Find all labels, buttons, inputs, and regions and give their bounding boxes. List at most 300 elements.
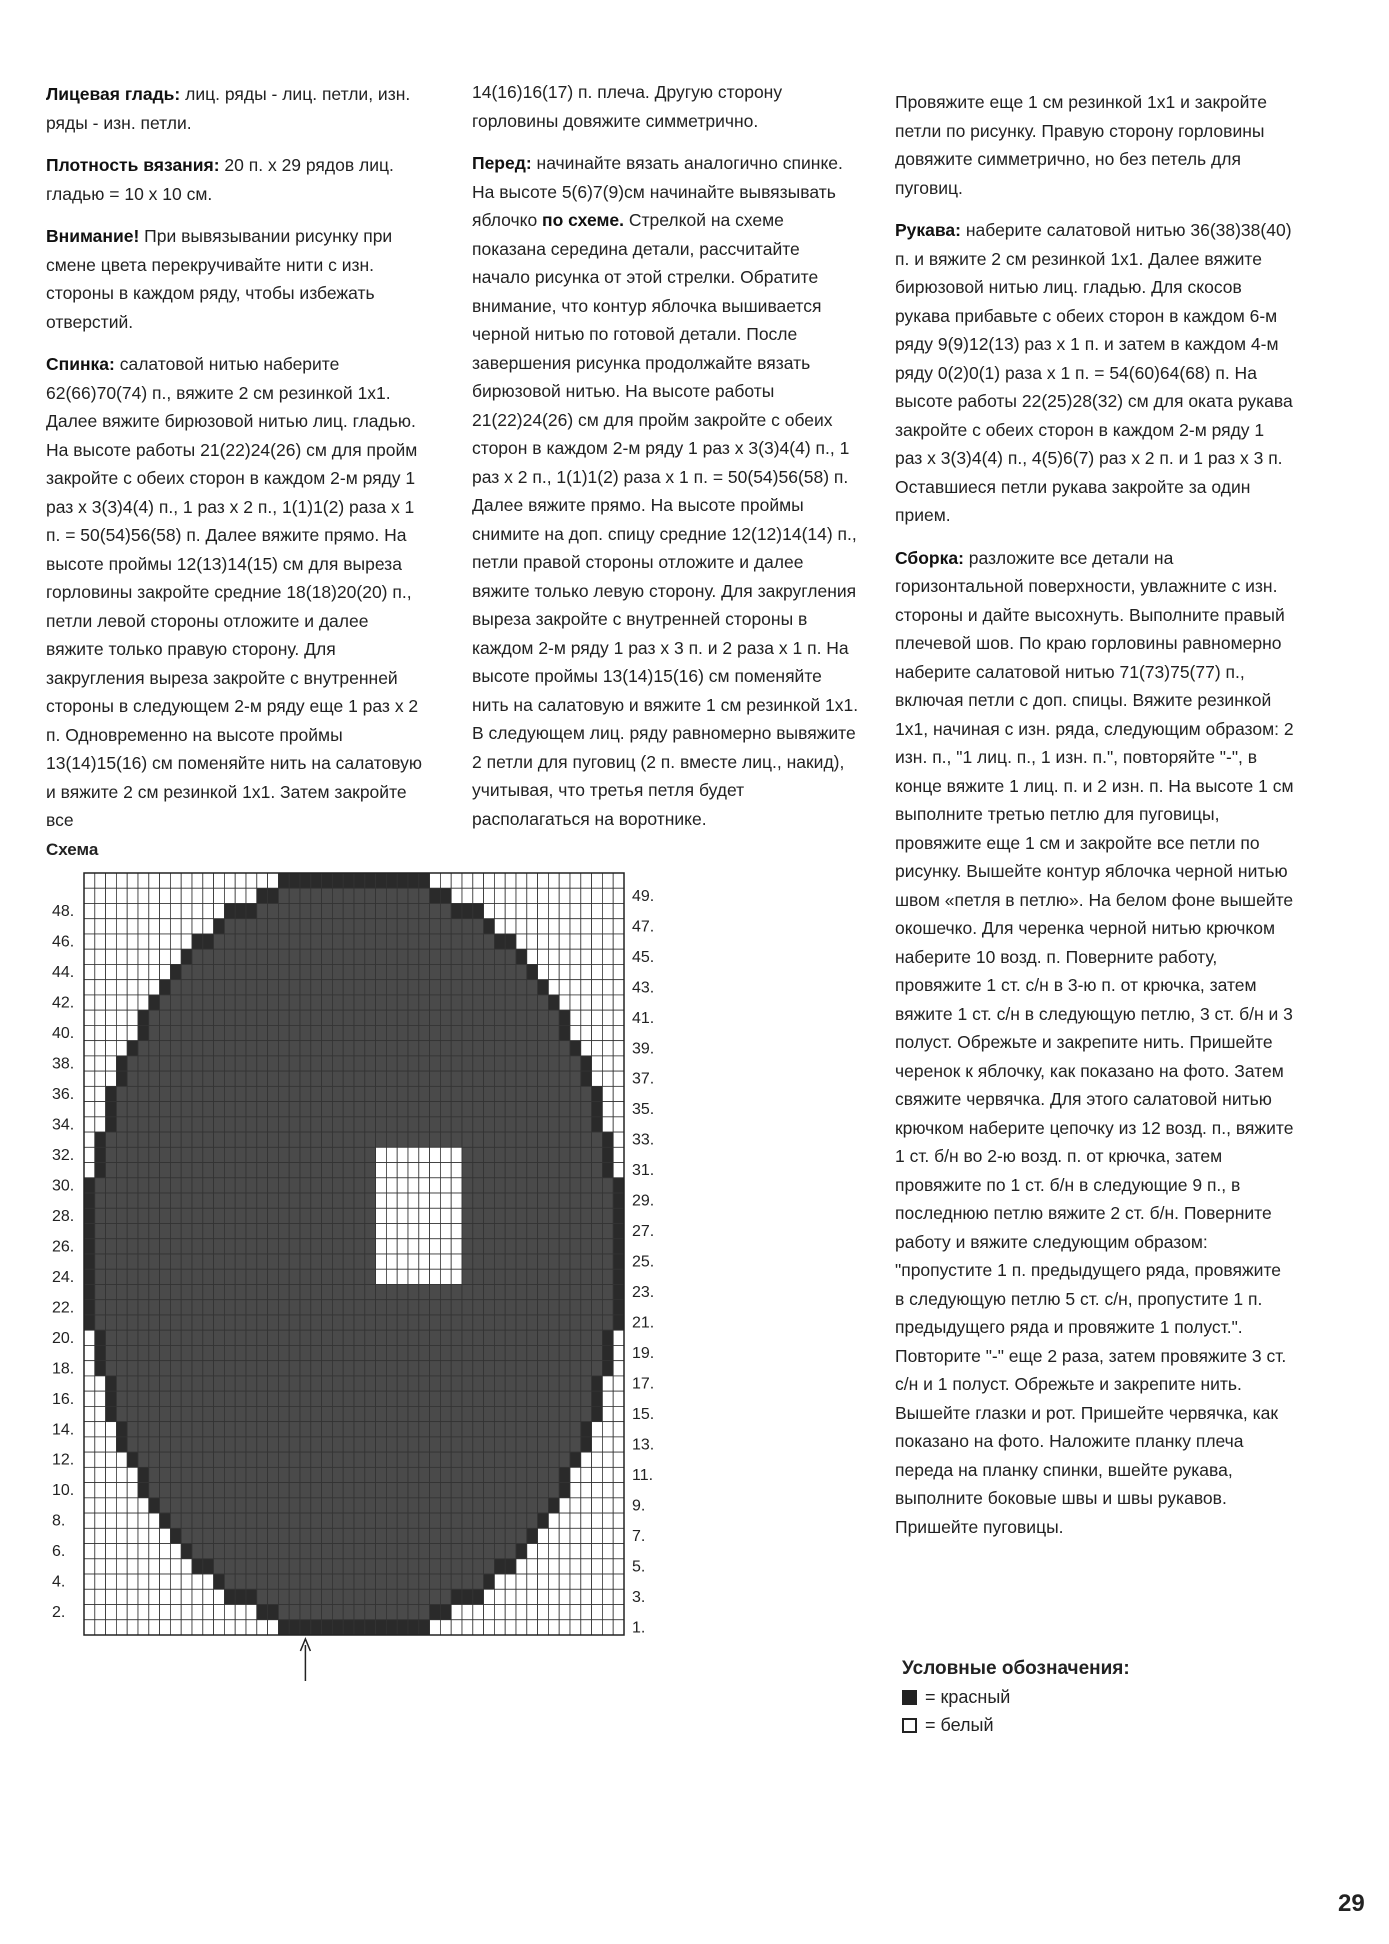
chart-cell [149,1147,160,1162]
chart-cell [354,1284,365,1299]
chart-cell [322,995,333,1010]
chart-cell [462,1117,473,1132]
chart-cell [527,1528,538,1543]
chart-cell [408,1025,419,1040]
chart-cell [160,1071,171,1086]
chart-cell [278,1086,289,1101]
chart-cell [203,1544,214,1559]
chart-cell [494,1041,505,1056]
chart-cell [311,1620,322,1635]
chart-cell [246,1056,257,1071]
chart-cell [311,1224,322,1239]
chart-cell [516,1239,527,1254]
chart-cell [570,1239,581,1254]
chart-cell [397,1178,408,1193]
chart-cell [462,1528,473,1543]
chart-cell [527,1163,538,1178]
chart-cell [613,1086,624,1101]
chart-cell [494,1498,505,1513]
chart-cell [257,1300,268,1315]
chart-cell [127,919,138,934]
chart-cell [581,1513,592,1528]
chart-cell [343,888,354,903]
chart-cell [505,919,516,934]
chart-cell [322,1528,333,1543]
chart-cell [127,1300,138,1315]
chart-cell [311,1513,322,1528]
chart-cell [538,1452,549,1467]
chart-cell [440,1056,451,1071]
chart-cell [397,1025,408,1040]
chart-cell [246,1559,257,1574]
chart-cell [311,1208,322,1223]
chart-cell [451,1513,462,1528]
chart-cell [311,1437,322,1452]
chart-cell [278,1467,289,1482]
chart-cell [235,919,246,934]
chart-cell [181,1345,192,1360]
chart-cell [505,1330,516,1345]
chart-cell [170,1163,181,1178]
chart-cell [365,1163,376,1178]
chart-cell [95,1025,106,1040]
chart-cell [397,1406,408,1421]
chart-cell [149,1132,160,1147]
chart-cell [106,1406,117,1421]
chart-cell [592,1437,603,1452]
chart-cell [127,1163,138,1178]
chart-cell [538,1345,549,1360]
chart-cell [224,1422,235,1437]
chart-cell [84,934,95,949]
chart-cell [592,1254,603,1269]
chart-cell [311,873,322,888]
chart-cell [386,1559,397,1574]
chart-cell [365,1467,376,1482]
chart-cell [203,1086,214,1101]
chart-cell [322,1467,333,1482]
chart-cell [462,1041,473,1056]
chart-cell [570,1269,581,1284]
chart-cell [246,873,257,888]
chart-cell [289,1498,300,1513]
chart-cell [322,1345,333,1360]
chart-cell [192,1452,203,1467]
chart-cell [473,873,484,888]
chart-cell [548,1406,559,1421]
chart-cell [484,1147,495,1162]
chart-cell [192,873,203,888]
chart-cell [462,873,473,888]
chart-cell [181,980,192,995]
chart-cell [548,1452,559,1467]
chart-cell [246,1071,257,1086]
chart-cell [484,995,495,1010]
chart-cell [354,1178,365,1193]
chart-cell [181,1224,192,1239]
chart-cell [408,1224,419,1239]
chart-cell [408,1163,419,1178]
paragraph-sleeves: Рукава: наберите салатовой нитью 36(38)38(40) п. и вяжите 2 см резинкой 1х1. Далее вяжите бирюзовой нитью лиц. гладью. Для скосов рукава прибавьте с обеих сторон в каждом 6-м ряду 9(9)12(13) раз х 1 п. и затем в каждом 4-м ряду 0(2)0(1) раза х 1 п. = 54(60)64(68) п. На высоте работы 22(25)28(32) см для оката рукава закройте с обеих сторон в каждом 2-м ряду 1 раз х 3(3)4(4) п., 4(5)6(7) раз х 2 п. и 1 раз х 3 п. Оставшиеся петли рукава закройте за один прием. [895,220,1293,525]
chart-cell [289,1086,300,1101]
chart-cell [257,1025,268,1040]
chart-cell [192,1239,203,1254]
chart-cell [581,1345,592,1360]
chart-cell [473,995,484,1010]
chart-cell [246,1361,257,1376]
chart-cell [548,1239,559,1254]
chart-cell [386,1163,397,1178]
chart-cell [257,1605,268,1620]
chart-cell [505,1269,516,1284]
chart-cell [343,1041,354,1056]
chart-cell [451,919,462,934]
chart-cell [106,888,117,903]
chart-cell [192,903,203,918]
chart-cell [311,1422,322,1437]
chart-cell [235,1437,246,1452]
chart-cell [386,964,397,979]
chart-cell [268,1452,279,1467]
chart-cell [257,1193,268,1208]
chart-cell [289,964,300,979]
chart-cell [559,1147,570,1162]
chart-cell [602,1254,613,1269]
chart-cell [602,980,613,995]
chart-cell [268,1163,279,1178]
chart-cell [602,1361,613,1376]
chart-cell [116,1056,127,1071]
chart-cell [224,1269,235,1284]
chart-cell [462,1102,473,1117]
chart-cell [559,903,570,918]
chart-cell [494,1315,505,1330]
chart-cell [138,1406,149,1421]
chart-cell [300,919,311,934]
chart-cell [84,1102,95,1117]
chart-cell [127,1269,138,1284]
chart-cell [149,888,160,903]
chart-cell [527,1117,538,1132]
chart-cell [332,1193,343,1208]
chart-cell [127,1071,138,1086]
chart-cell [106,1010,117,1025]
chart-cell [473,1605,484,1620]
chart-cell [192,1254,203,1269]
chart-cell [592,1376,603,1391]
chart-cell [332,1528,343,1543]
chart-cell [138,1284,149,1299]
chart-cell [494,1376,505,1391]
chart-cell [473,1117,484,1132]
chart-cell [592,1010,603,1025]
chart-cell [581,1330,592,1345]
chart-cell [192,1544,203,1559]
chart-cell [192,949,203,964]
chart-cell [106,1208,117,1223]
chart-cell [376,1300,387,1315]
chart-cell [170,1345,181,1360]
chart-cell [376,1193,387,1208]
chart-cell [235,1254,246,1269]
chart-cell [505,1605,516,1620]
chart-cell [484,1163,495,1178]
row-label-right: 9. [632,1497,646,1515]
chart-cell [527,1102,538,1117]
chart-cell [354,1437,365,1452]
chart-cell [257,1102,268,1117]
chart-cell [548,1300,559,1315]
chart-cell [332,1544,343,1559]
chart-cell [570,1102,581,1117]
chart-cell [116,1422,127,1437]
chart-cell [376,1498,387,1513]
chart-cell [300,1102,311,1117]
chart-cell [95,903,106,918]
chart-cell [203,873,214,888]
chart-cell [354,1056,365,1071]
chart-cell [268,1589,279,1604]
chart-cell [581,980,592,995]
chart-cell [268,1010,279,1025]
chart-cell [106,1269,117,1284]
chart-cell [602,1102,613,1117]
chart-cell [311,1452,322,1467]
chart-cell [440,949,451,964]
chart-cell [581,1178,592,1193]
chart-cell [289,995,300,1010]
chart-cell [548,903,559,918]
chart-cell [613,995,624,1010]
row-label-right: 17. [632,1375,655,1393]
chart-cell [322,1544,333,1559]
chart-cell [451,1361,462,1376]
chart-cell [559,1620,570,1635]
chart-cell [332,873,343,888]
chart-cell [516,1513,527,1528]
chart-cell [192,1300,203,1315]
chart-cell [397,1559,408,1574]
chart-cell [505,1376,516,1391]
chart-cell [559,1361,570,1376]
chart-cell [106,1330,117,1345]
chart-cell [268,1147,279,1162]
chart-cell [527,1376,538,1391]
chart-cell [548,873,559,888]
chart-cell [257,1345,268,1360]
chart-cell [473,1071,484,1086]
chart-cell [300,1391,311,1406]
chart-cell [559,1391,570,1406]
chart-cell [160,1193,171,1208]
chart-cell [451,1178,462,1193]
chart-cell [505,995,516,1010]
chart-cell [235,1589,246,1604]
chart-cell [505,1391,516,1406]
chart-cell [386,1086,397,1101]
chart-cell [300,1269,311,1284]
chart-cell [106,1025,117,1040]
chart-cell [170,1452,181,1467]
chart-cell [235,1132,246,1147]
chart-cell [538,1269,549,1284]
chart-cell [311,1254,322,1269]
chart-cell [170,1178,181,1193]
chart-cell [538,919,549,934]
chart-cell [570,934,581,949]
chart-cell [440,1315,451,1330]
chart-cell [376,1406,387,1421]
chart-cell [430,1208,441,1223]
chart-cell [484,1254,495,1269]
chart-cell [322,1208,333,1223]
chart-cell [343,1528,354,1543]
chart-cell [181,1406,192,1421]
chart-cell [354,1315,365,1330]
chart-cell [332,1041,343,1056]
chart-cell [289,1605,300,1620]
chart-cell [484,1483,495,1498]
chart-cell [581,1163,592,1178]
chart-cell [160,873,171,888]
chart-cell [181,1132,192,1147]
chart-cell [354,1559,365,1574]
chart-cell [149,1513,160,1528]
chart-cell [484,1056,495,1071]
chart-cell [570,1208,581,1223]
chart-cell [548,995,559,1010]
chart-cell [149,873,160,888]
chart-cell [462,1269,473,1284]
chart-cell [138,1300,149,1315]
chart-cell [300,888,311,903]
chart-cell [505,888,516,903]
chart-cell [505,964,516,979]
chart-cell [440,1391,451,1406]
chart-cell [246,1315,257,1330]
chart-cell [224,1163,235,1178]
chart-cell [538,949,549,964]
chart-cell [613,1361,624,1376]
chart-cell [322,1300,333,1315]
chart-cell [289,1163,300,1178]
chart-cell [386,1284,397,1299]
chart-cell [602,1269,613,1284]
chart-cell [127,1132,138,1147]
chart-cell [246,1437,257,1452]
chart-cell [430,1178,441,1193]
row-label-right: 23. [632,1284,655,1302]
chart-cell [322,1452,333,1467]
chart-cell [278,995,289,1010]
chart-cell [278,1574,289,1589]
chart-cell [451,1620,462,1635]
chart-cell [192,980,203,995]
chart-cell [300,1239,311,1254]
chart-cell [430,1376,441,1391]
chart-cell [419,1193,430,1208]
chart-cell [408,1376,419,1391]
chart-cell [95,1071,106,1086]
row-label-right: 41. [632,1009,655,1027]
chart-cell [300,995,311,1010]
chart-cell [505,1071,516,1086]
chart-cell [246,980,257,995]
chart-cell [224,1147,235,1162]
chart-cell [462,1254,473,1269]
chart-cell [278,1422,289,1437]
chart-cell [484,1025,495,1040]
chart-cell [149,1391,160,1406]
chart-cell [538,903,549,918]
chart-cell [419,1056,430,1071]
chart-cell [203,1315,214,1330]
chart-cell [214,1147,225,1162]
chart-cell [214,1589,225,1604]
chart-cell [192,1406,203,1421]
chart-cell [581,1544,592,1559]
chart-cell [149,1376,160,1391]
chart-cell [149,1163,160,1178]
chart-cell [84,1589,95,1604]
chart-cell [106,1528,117,1543]
chart-cell [548,1361,559,1376]
chart-cell [257,1163,268,1178]
chart-cell [95,1315,106,1330]
chart-cell [332,1208,343,1223]
chart-cell [527,1544,538,1559]
chart-cell [138,1345,149,1360]
chart-cell [548,1528,559,1543]
chart-cell [224,1498,235,1513]
chart-cell [127,1284,138,1299]
chart-cell [516,1224,527,1239]
row-label-right: 19. [632,1345,655,1363]
chart-cell [181,1559,192,1574]
chart-cell [246,903,257,918]
chart-cell [278,919,289,934]
chart-cell [473,1132,484,1147]
chart-cell [170,1330,181,1345]
chart-cell [592,1086,603,1101]
chart-cell [278,1544,289,1559]
chart-cell [192,1315,203,1330]
chart-cell [419,1284,430,1299]
chart-cell [559,1544,570,1559]
chart-cell [581,934,592,949]
chart-cell [440,1025,451,1040]
chart-cell [538,1605,549,1620]
chart-cell [116,1025,127,1040]
chart-cell [354,1269,365,1284]
chart-cell [602,888,613,903]
chart-cell [365,903,376,918]
chart-cell [170,995,181,1010]
chart-cell [376,980,387,995]
chart-cell [408,1086,419,1101]
chart-cell [365,1284,376,1299]
chart-cell [484,1041,495,1056]
chart-cell [311,903,322,918]
chart-cell [138,919,149,934]
chart-cell [278,1163,289,1178]
chart-cell [235,1406,246,1421]
chart-cell [127,1086,138,1101]
chart-cell [613,903,624,918]
chart-cell [473,903,484,918]
chart-cell [376,1574,387,1589]
chart-cell [84,1330,95,1345]
